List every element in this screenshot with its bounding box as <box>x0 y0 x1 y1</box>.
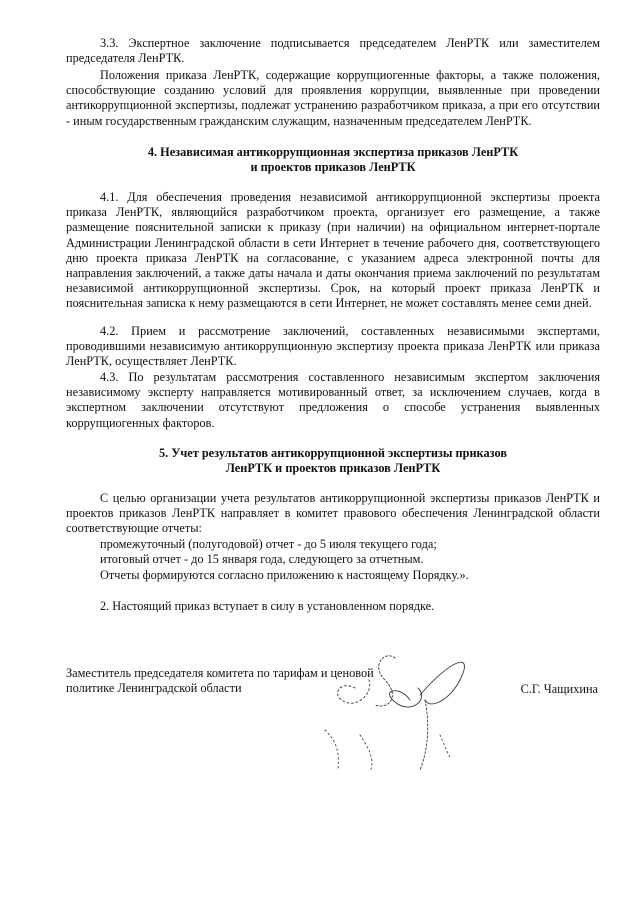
paragraph-4-1: 4.1. Для обеспечения проведения независимой антикоррупционной экспертизы проекта приказа ЛенРТК, являющийся разработчиком проекта, организует его размещение, а также размещение пояснительной записки к приказу (при наличии) на официальном интернет-портале Администрации Ленинградской области в сети Интернет в течение рабочего дня, соответствующего дню проекта приказа ЛенРТК на согласование, с указанием адреса электронной почты для направления заключений, а также даты начала и даты окончания приема заключений по результатам независимой антикоррупционной экспертизы. Срок, на который проект приказа ЛенРТК и пояснительная записка к нему размещаются в сети Интернет, не может составлять менее семи дней. <box>66 190 600 311</box>
signer-title: Заместитель председателя комитета по тарифам и ценовой политике Ленинградской области <box>66 666 374 696</box>
signer-name: С.Г. Чащихина <box>520 682 598 696</box>
report-item-interim: промежуточный (полугодовой) отчет - до 5 июля текущего года; <box>100 537 437 551</box>
report-item-note: Отчеты формируются согласно приложению к настоящему Порядку.». <box>100 568 469 582</box>
paragraph-5-1: С целью организации учета результатов антикоррупционной экспертизы приказов ЛенРТК и проектов приказов ЛенРТК направляет в комитет правового обеспечения Ленинградской области соответствующие отчеты: <box>66 491 600 536</box>
paragraph-3-3: 3.3. Экспертное заключение подписывается председателем ЛенРТК или заместителем председателя ЛенРТК. <box>66 36 600 66</box>
handwritten-signature-icon <box>300 640 480 780</box>
paragraph-2-effective: 2. Настоящий приказ вступает в силу в установленном порядке. <box>100 599 435 613</box>
section-4-heading-line2: и проектов приказов ЛенРТК <box>250 160 416 174</box>
section-5-heading-line2: ЛенРТК и проектов приказов ЛенРТК <box>225 461 441 475</box>
paragraph-4-3: 4.3. По результатам рассмотрения составленного независимым экспертом заключения независимому эксперту направляется мотивированный ответ, за исключением случаев, когда в экспертном заключении отсутствуют предложения о способе устранения выявленных коррупциогенных факторов. <box>66 370 600 430</box>
section-4-heading-line1: 4. Независимая антикоррупционная экспертиза приказов ЛенРТК <box>147 145 519 159</box>
report-item-final: итоговый отчет - до 15 января года, следующего за отчетным. <box>100 552 424 566</box>
paragraph-4-2: 4.2. Прием и рассмотрение заключений, составленных независимыми экспертами, проводившими независимую антикоррупционную экспертизу проекта приказа ЛенРТК или приказа ЛенРТК, осуществляет ЛенРТК. <box>66 324 600 369</box>
section-5-heading-line1: 5. Учет результатов антикоррупционной экспертизы приказов <box>159 446 507 460</box>
paragraph-3-3-provisions: Положения приказа ЛенРТК, содержащие коррупциогенные факторы, а также положения, способствующие созданию условий для проявления коррупции, выявленные при проведении антикоррупционной экспертизы, подлежат устранению разработчиком приказа, а при его отсутствии - иным государственным гражданским служащим, назначенным председателем ЛенРТК. <box>66 68 600 128</box>
